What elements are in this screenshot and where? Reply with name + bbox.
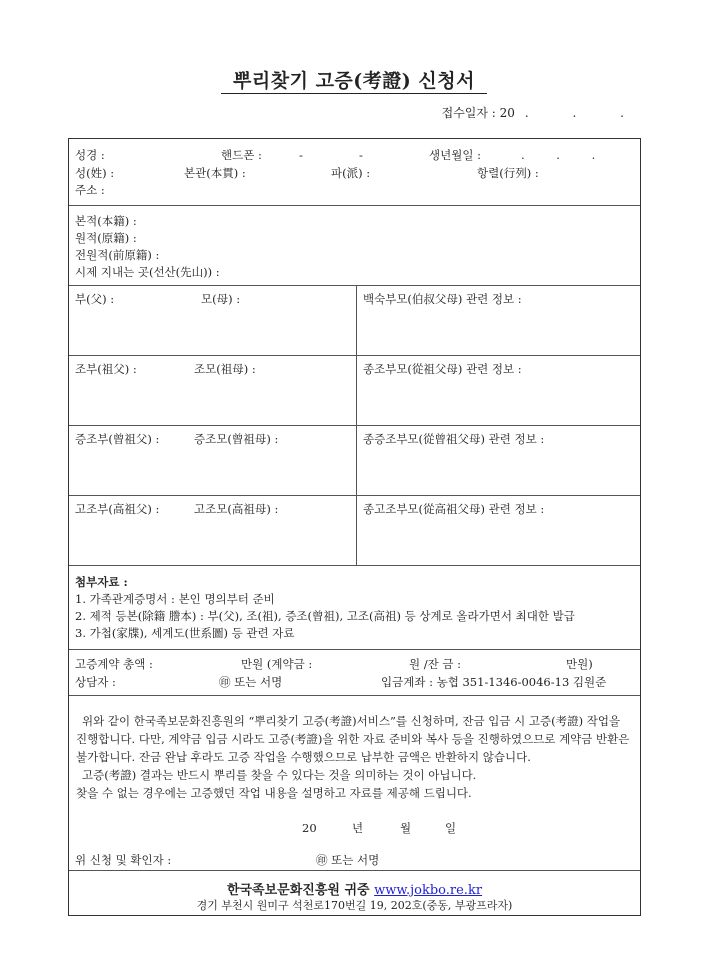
terms-section: [69, 696, 640, 871]
contract-section: [69, 650, 640, 696]
great-grandmother-label: 증조모(曾祖母) :: [194, 432, 279, 446]
great-great-grand-uncle-info-label: 종고조부모(從高祖父母) 관련 정보 :: [363, 502, 545, 516]
bonjeok-label: 본적(本籍) :: [75, 214, 137, 228]
org-name: 한국족보문화진흥원 귀중: [226, 883, 370, 898]
birth-label: 생년월일 :: [429, 148, 481, 162]
address-label: 주소 :: [75, 183, 105, 197]
hangryeol-label: 항렬(行列) :: [477, 166, 539, 180]
jeonwonjeok-label: 전원적(前原籍) :: [75, 248, 160, 262]
footer-title: [69, 879, 640, 898]
sije-label: 시제 지내는 곳(선산(先山)) :: [75, 265, 220, 279]
account-label: 입금계좌 : 농협 351-1346-0046-13 김원준: [381, 675, 607, 689]
great-grandfather-label: 증조부(曾祖父) :: [75, 432, 160, 446]
great-great-grandmother-label: 고조모(高祖母) :: [194, 502, 279, 516]
great-grand-uncle-info-label: 종증조부모(從曾祖父母) 관련 정보 :: [363, 432, 545, 446]
manwon-end-label: 만원): [566, 657, 593, 671]
application-form: [68, 138, 641, 916]
date-wol: 월: [400, 821, 412, 835]
attachment-item: 1. 가족관계증명서 : 본인 명의부터 준비: [75, 592, 275, 606]
name-label: 성경 :: [75, 148, 105, 162]
deposit-label: 만원 (계약금 :: [241, 657, 313, 671]
attachment-item: 2. 제적 등본(除籍 謄本) : 부(父), 조(祖), 증조(曾祖), 고조(高祖) 등 상계로 올라가면서 최대한 발급: [75, 609, 575, 623]
applicant-seal: ㊞ 또는 서명: [316, 853, 380, 867]
balance-label: 원 /잔 금 :: [409, 657, 462, 671]
applicant-label: 위 신청 및 확인자 :: [75, 853, 172, 867]
birth-dots: . . .: [521, 148, 610, 162]
origin-section: [69, 206, 640, 286]
date-nyeon: 년: [352, 821, 364, 835]
grand-uncle-info-label: 종조부모(從祖父母) 관련 정보 :: [363, 362, 522, 376]
bongwan-label: 본관(本貫) :: [184, 166, 246, 180]
attachment-item: 3. 가첩(家牒), 세계도(世系圖) 등 관련 자료: [75, 626, 295, 640]
family-row: [69, 426, 640, 496]
attachments-heading: 첨부자료 :: [75, 575, 128, 589]
pa-label: 파(派) :: [331, 166, 371, 180]
phone-dash: -: [299, 148, 303, 162]
great-great-grandfather-label: 고조부(高祖父) :: [75, 502, 160, 516]
family-row: [69, 356, 640, 426]
attachments-section: [69, 566, 640, 650]
counselor-label: 상담자 :: [75, 675, 116, 689]
date-il: 일: [445, 821, 457, 835]
terms-paragraph: 위와 같이 한국족보문화진흥원의 “뿌리찾기 고증(考證)서비스”를 신청하며, 잔금 입금 시 고증(考證) 작업을 진행합니다. 다만, 계약금 입금 시라도 고증(考證)을 위한 자료 준비와 복사 등을 진행하였으므로 계약금 반환은 불가합니다. 잔금 완납 후라도 고증 작업을 수행했으므로 납부한 금액은 반환하지 않습니다.: [76, 714, 630, 764]
form-title: 뿌리찾기 고증(考證) 신청서: [0, 66, 708, 93]
surname-label: 성(姓) :: [75, 166, 115, 180]
grandmother-label: 조모(祖母) :: [194, 362, 256, 376]
father-label: 부(父) :: [75, 292, 115, 306]
terms-paragraph: 고증(考證) 결과는 반드시 뿌리를 찾을 수 있다는 것을 의미하는 것이 아닙니다.: [82, 768, 477, 782]
date-year: 20: [302, 821, 317, 835]
uncle-info-label: 백숙부모(伯叔父母) 관련 정보 :: [363, 292, 522, 306]
phone-label: 핸드폰 :: [221, 148, 262, 162]
website-link[interactable]: www.jokbo.re.kr: [374, 883, 483, 898]
phone-dash: -: [359, 148, 363, 162]
family-row: [69, 496, 640, 566]
counselor-seal: ㊞ 또는 서명: [219, 675, 283, 689]
terms-paragraph: 찾을 수 없는 경우에는 고증했던 작업 내용을 설명하고 자료를 제공해 드립니다.: [76, 786, 472, 800]
grandfather-label: 조부(祖父) :: [75, 362, 137, 376]
receipt-date: 접수일자 : 20 . . .: [441, 106, 644, 120]
personal-section: [69, 139, 640, 206]
footer-address: 경기 부천시 원미구 석천로170번길 19, 202호(중동, 부광프라자): [196, 899, 513, 912]
mother-label: 모(母) :: [201, 292, 241, 306]
wonjeok-label: 원적(原籍) :: [75, 231, 137, 245]
total-label: 고증계약 총액 :: [75, 657, 153, 671]
family-row: [69, 286, 640, 356]
